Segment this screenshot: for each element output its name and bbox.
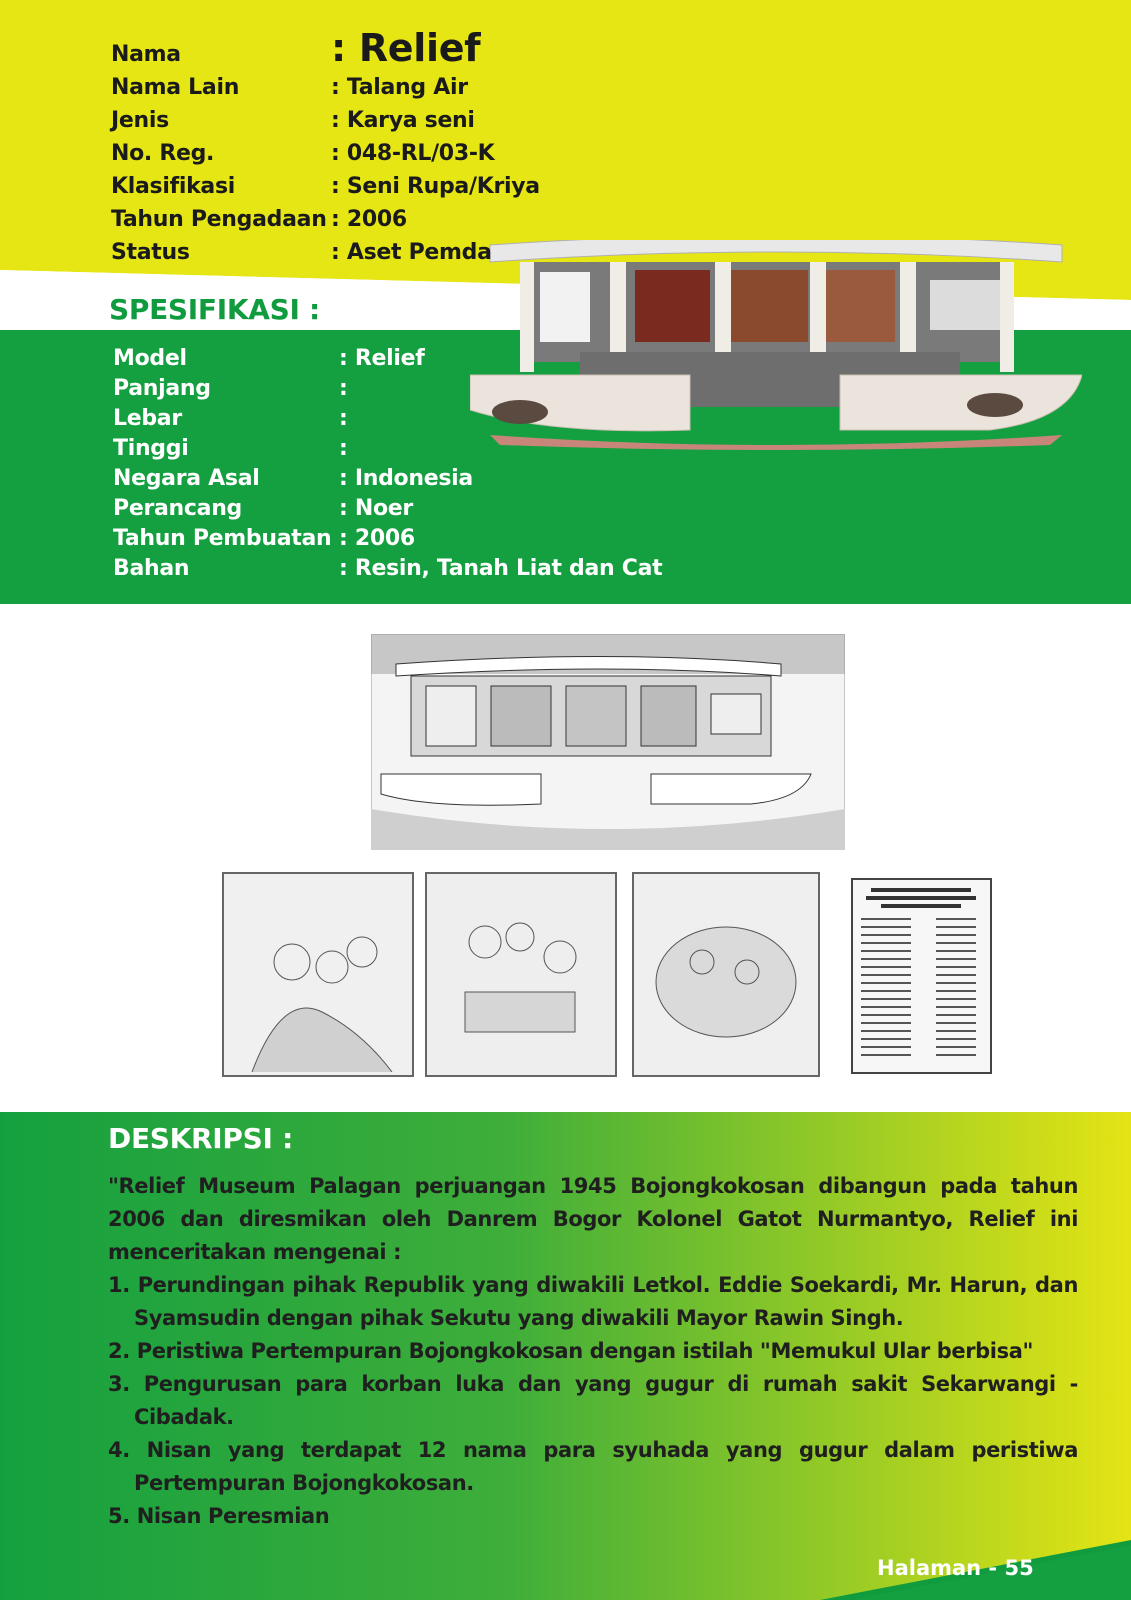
list-item: 3. Pengurusan para korban luka dan yang gugur di rumah sakit Sekarwangi - Cibadak. [108,1372,1078,1429]
spec-value: : Resin, Tanah Liat dan Cat [339,556,663,581]
spec-value: : 2006 [339,526,415,551]
identity-label: Status [111,240,190,265]
monument-sketch-image [371,634,845,850]
page-number: Halaman - 55 [877,1556,1034,1580]
identity-label: Klasifikasi [111,174,235,199]
identity-label: Nama [111,42,181,67]
spec-value: : [339,376,348,401]
relief-panel-1-image [222,872,414,1077]
list-item: 1. Perundingan pihak Republik yang diwakili Letkol. Eddie Soekardi, Mr. Harun, dan Syamsudin dengan pihak Sekutu yang diwakili Mayor Rawin Singh. [108,1273,1078,1330]
list-item: 5. Nisan Peresmian [108,1504,330,1528]
relief-monument-photo [470,240,1082,450]
spec-label: Model [113,346,187,371]
identity-value: : 048-RL/03-K [331,141,495,166]
identity-value-title: : Relief [331,26,481,70]
identity-value: : Seni Rupa/Kriya [331,174,540,199]
list-item: 2. Peristiwa Pertempuran Bojongkokosan dengan istilah "Memukul Ular berbisa" [108,1339,1034,1363]
identity-label: No. Reg. [111,141,215,166]
spec-label: Lebar [113,406,182,431]
deskripsi-body [108,1170,1078,1533]
identity-label: Tahun Pengadaan [111,207,327,232]
spec-label: Bahan [113,556,190,581]
deskripsi-intro: "Relief Museum Palagan perjuangan 1945 Bojongkokosan dibangun pada tahun 2006 dan diresmikan oleh Danrem Bogor Kolonel Gatot Nurmantyo, Relief ini menceritakan mengenai : [108,1174,1078,1264]
spec-label: Negara Asal [113,466,260,491]
memorial-name-plaque-image [851,878,992,1074]
list-item: 4. Nisan yang terdapat 12 nama para syuhada yang gugur dalam peristiwa Pertempuran Bojongkokosan. [108,1438,1078,1495]
spec-value: : [339,406,348,431]
identity-label: Jenis [111,108,169,133]
spec-label: Tinggi [113,436,189,461]
spec-label: Panjang [113,376,211,401]
identity-value: : Talang Air [331,75,468,100]
spec-label: Tahun Pembuatan [113,526,332,551]
deskripsi-list [108,1269,1078,1533]
identity-value: : Karya seni [331,108,475,133]
spec-value: : Relief [339,346,425,371]
identity-label: Nama Lain [111,75,240,100]
spec-value: : Indonesia [339,466,473,491]
spec-label: Perancang [113,496,242,521]
spesifikasi-title: SPESIFIKASI : [109,293,320,326]
identity-value: : Aset Pemda [331,240,492,265]
relief-panel-3-image [632,872,820,1077]
relief-panel-2-image [425,872,617,1077]
deskripsi-title: DESKRIPSI : [108,1122,293,1155]
spec-value: : [339,436,348,461]
identity-value: : 2006 [331,207,407,232]
spec-value: : Noer [339,496,413,521]
